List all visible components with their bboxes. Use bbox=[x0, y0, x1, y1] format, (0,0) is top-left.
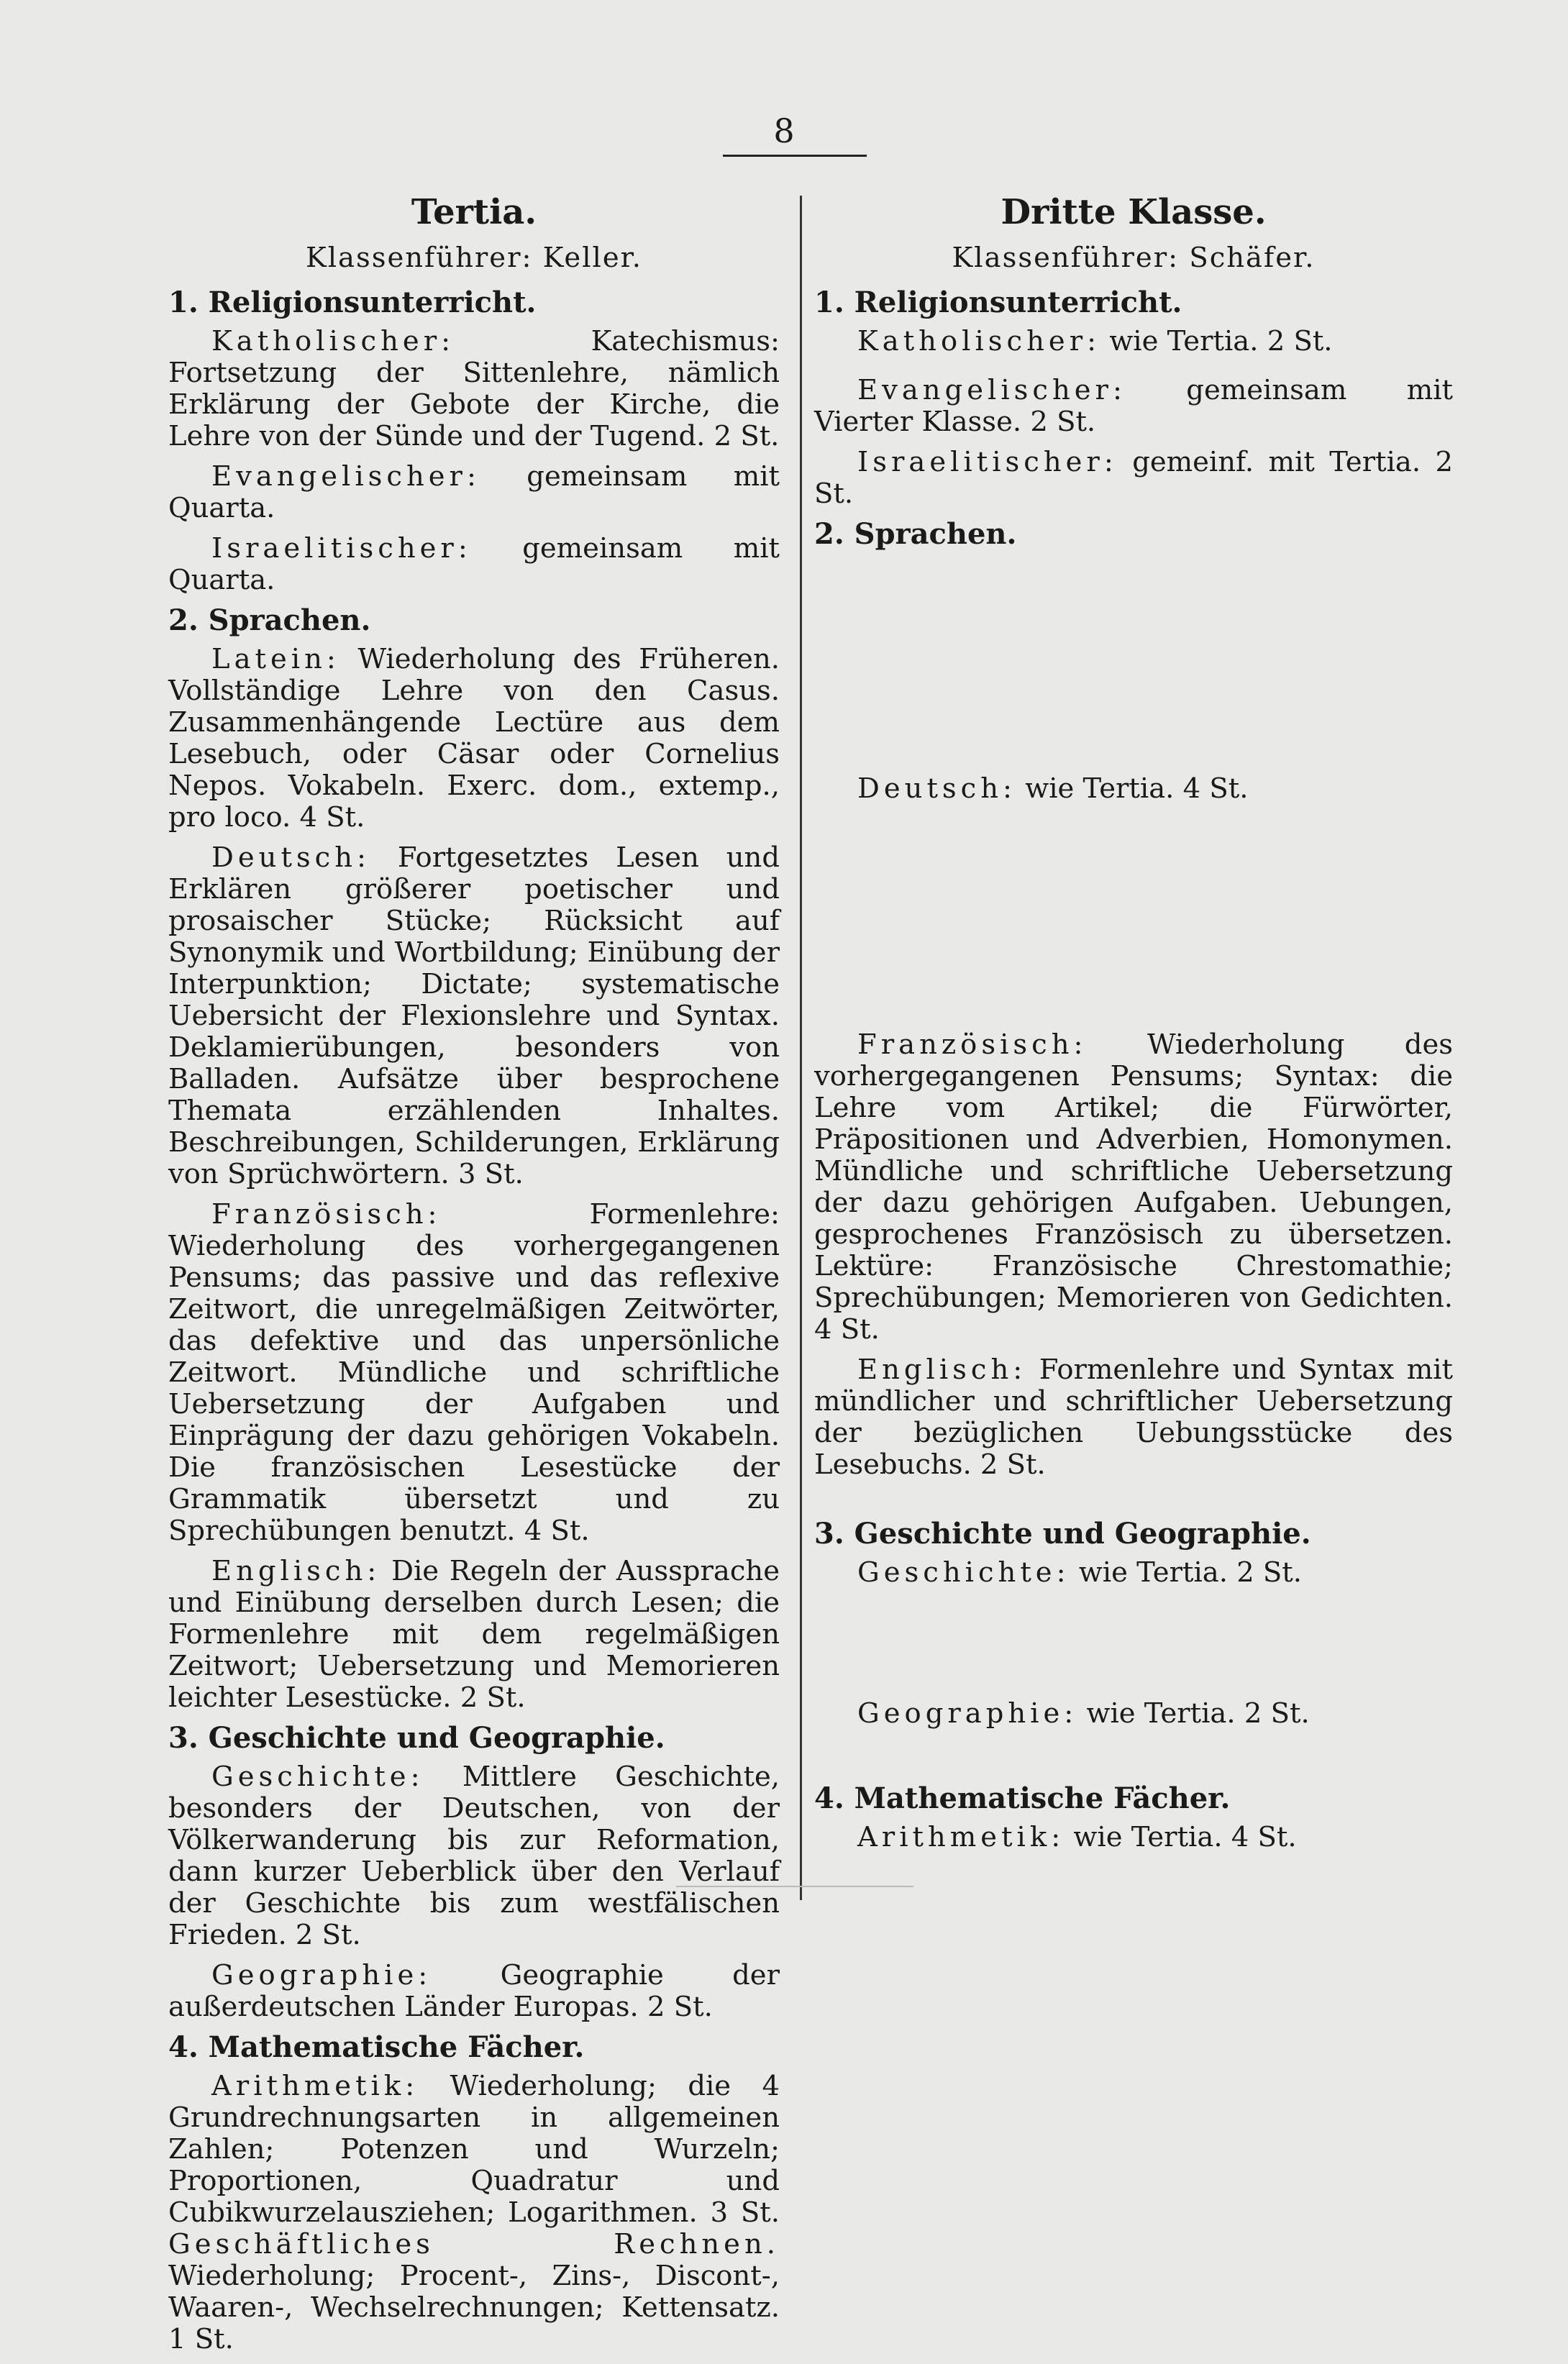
entry-text: Formenlehre und Syntax mit mündlicher und schriftlicher Uebersetzung der bezüglichen Uebungsstücke des Lesebuchs. 2 St. bbox=[814, 1354, 1453, 1481]
left-column bbox=[168, 191, 780, 2364]
entry-franzoesisch bbox=[814, 1029, 1453, 1346]
entry-text: gemeinsam mit Quarta. bbox=[168, 460, 780, 524]
entry-evangelisch bbox=[814, 375, 1453, 438]
entry-label: Katholischer: bbox=[211, 325, 455, 357]
entry-label: Französisch: bbox=[211, 1198, 442, 1231]
entry-label: Israelitischer: bbox=[211, 532, 472, 565]
page-number: 8 bbox=[773, 111, 795, 150]
entry-evangelisch bbox=[168, 461, 780, 524]
right-column bbox=[814, 191, 1453, 1862]
entry-label: Geschichte: bbox=[857, 1556, 1070, 1589]
entry-geographie bbox=[168, 1960, 780, 2023]
class-title-tertia: Tertia. bbox=[411, 192, 537, 232]
entry-geschichte bbox=[814, 1557, 1453, 1589]
entry-text: Die Regeln der Aussprache und Einübung derselben durch Lesen; die Formenlehre mit dem regelmäßigen Zeitwort; Uebersetzung und Memorieren leichter Lesestücke. 2 St. bbox=[168, 1555, 780, 1714]
entry-deutsch bbox=[814, 773, 1453, 805]
entry-text: Wiederholung des vorhergegangenen Pensums; Syntax: die Lehre vom Artikel; die Fürwörter, Präpositionen und Adverbien, Homonymen. Mündliche und schriftliche Uebersetzung der dazu gehörigen Aufgaben. Uebungen, gesprochenes Französisch zu übersetzen. Lektüre: Französische Chrestomathie; Sprechübungen; Memorieren von Gedichten. 4 St. bbox=[814, 1028, 1453, 1346]
entry-label: Geographie: bbox=[857, 1697, 1078, 1730]
entry-text: gemeinsam mit Vierter Klasse. 2 St. bbox=[814, 374, 1453, 438]
entry-label: Deutsch: bbox=[857, 772, 1017, 805]
entry-katholisch bbox=[168, 326, 780, 452]
section-religion: 1. Religionsunterricht. bbox=[168, 286, 537, 319]
section-religion: 1. Religionsunterricht. bbox=[814, 286, 1182, 319]
entry-israelitisch bbox=[814, 447, 1453, 510]
section-geschichte-geographie: 3. Geschichte und Geographie. bbox=[168, 1721, 665, 1755]
entry-arithmetik bbox=[814, 1822, 1453, 1853]
entry-text: Wiederholung; die 4 Grundrechnungsarten in allgemeinen Zahlen; Potenzen und Wurzeln; Proportionen, Quadratur und Cubikwurzelausziehen; Logarithmen. 3 St. bbox=[168, 2070, 780, 2229]
entry-text: wie Tertia. 4 St. bbox=[1073, 1821, 1297, 1853]
entry-latein bbox=[168, 644, 780, 834]
section-geschichte-geographie: 3. Geschichte und Geographie. bbox=[814, 1517, 1311, 1551]
entry-text: Mittlere Geschichte, besonders der Deutschen, von der Völkerwanderung bis zur Reformation, dann kurzer Ueberblick über den Verlauf der Geschichte bis zum westfälischen Frieden. 2 St. bbox=[168, 1761, 780, 1951]
entry-arithmetik bbox=[168, 2071, 780, 2355]
entry-geschichte bbox=[168, 1761, 780, 1951]
entry-englisch bbox=[168, 1556, 780, 1714]
entry-text: gemeinf. mit Tertia. 2 St. bbox=[814, 446, 1453, 510]
entry-label: Arithmetik: bbox=[857, 1821, 1065, 1853]
section-mathematik: 4. Mathematische Fächer. bbox=[814, 1781, 1231, 1815]
entry-text: Wiederholung; Procent-, Zins-, Discont-, Waaren-, Wechselrechnungen; Kettensatz. 1 St. bbox=[168, 2260, 780, 2355]
header-rule bbox=[723, 155, 867, 157]
entry-text: wie Tertia. 4 St. bbox=[1025, 772, 1249, 805]
entry-label: Deutsch: bbox=[211, 841, 371, 874]
class-title-dritte-klasse: Dritte Klasse. bbox=[1000, 192, 1267, 232]
entry-label: Evangelischer: bbox=[211, 460, 480, 493]
section-sprachen: 2. Sprachen. bbox=[168, 603, 371, 637]
class-leader: Klassenführer: Keller. bbox=[305, 242, 643, 274]
entry-englisch bbox=[814, 1354, 1453, 1481]
class-leader: Klassenführer: Schäfer. bbox=[952, 242, 1316, 274]
entry-label: Geschichte: bbox=[211, 1761, 424, 1793]
entry-label: Geschäftliches Rechnen. bbox=[168, 2228, 780, 2260]
section-mathematik: 4. Mathematische Fächer. bbox=[168, 2030, 585, 2064]
entry-franzoesisch bbox=[168, 1199, 780, 1547]
entry-label: Evangelischer: bbox=[857, 374, 1126, 406]
section-sprachen: 2. Sprachen. bbox=[814, 517, 1017, 551]
entry-label: Arithmetik: bbox=[211, 2070, 419, 2102]
column-divider bbox=[800, 196, 802, 1900]
entry-text: Katechismus: Fortsetzung der Sittenlehre, nämlich Erklärung der Gebote der Kirche, die Lehre von der Sünde und der Tugend. 2 St. bbox=[168, 325, 780, 452]
entry-label: Englisch: bbox=[857, 1354, 1027, 1386]
entry-text: wie Tertia. 2 St. bbox=[1109, 325, 1333, 357]
entry-label: Englisch: bbox=[211, 1555, 381, 1587]
entry-text: Formenlehre: Wiederholung des vorhergegangenen Pensums; das passive und das reflexive Zeitwort, die unregelmäßigen Zeitwörter, das defektive und das unpersönliche Zeitwort. Mündliche und schriftliche Uebersetzung der Aufgaben und Einprägung der dazu gehörigen Vokabeln. Die französischen Lesestücke der Grammatik übersetzt und zu Sprechübungen benutzt. 4 St. bbox=[168, 1198, 780, 1547]
entry-text: Fortgesetztes Lesen und Erklären größerer poetischer und prosaischer Stücke; Rücksicht auf Synonymik und Wortbildung; Einübung der Interpunktion; Dictate; systematische Uebersicht der Flexionslehre und Syntax. Deklamierübungen, besonders von Balladen. Aufsätze über besprochene Themata erzählenden Inhaltes. Beschreibungen, Schilderungen, Erklärung von Sprüchwörtern. 3 St. bbox=[168, 841, 780, 1190]
entry-text: gemeinsam mit Quarta. bbox=[168, 532, 780, 596]
entry-text: wie Tertia. 2 St. bbox=[1086, 1697, 1310, 1730]
entry-israelitisch bbox=[168, 533, 780, 596]
entry-geographie bbox=[814, 1698, 1453, 1730]
entry-katholisch bbox=[814, 326, 1453, 357]
entry-label: Französisch: bbox=[857, 1028, 1088, 1061]
entry-text: Geographie der außerdeutschen Länder Europas. 2 St. bbox=[168, 1959, 780, 2023]
entry-label: Latein: bbox=[211, 643, 340, 675]
entry-text: Wiederholung des Früheren. Vollständige Lehre von den Casus. Zusammenhängende Lectüre aus dem Lesebuch, oder Cäsar oder Cornelius Nepos. Vokabeln. Exerc. dom., extemp., pro loco. 4 St. bbox=[168, 643, 780, 834]
entry-label: Israelitischer: bbox=[857, 446, 1118, 478]
entry-deutsch bbox=[168, 842, 780, 1190]
entry-label: Katholischer: bbox=[857, 325, 1101, 357]
entry-label: Geographie: bbox=[211, 1959, 432, 1991]
entry-text: wie Tertia. 2 St. bbox=[1078, 1556, 1303, 1589]
